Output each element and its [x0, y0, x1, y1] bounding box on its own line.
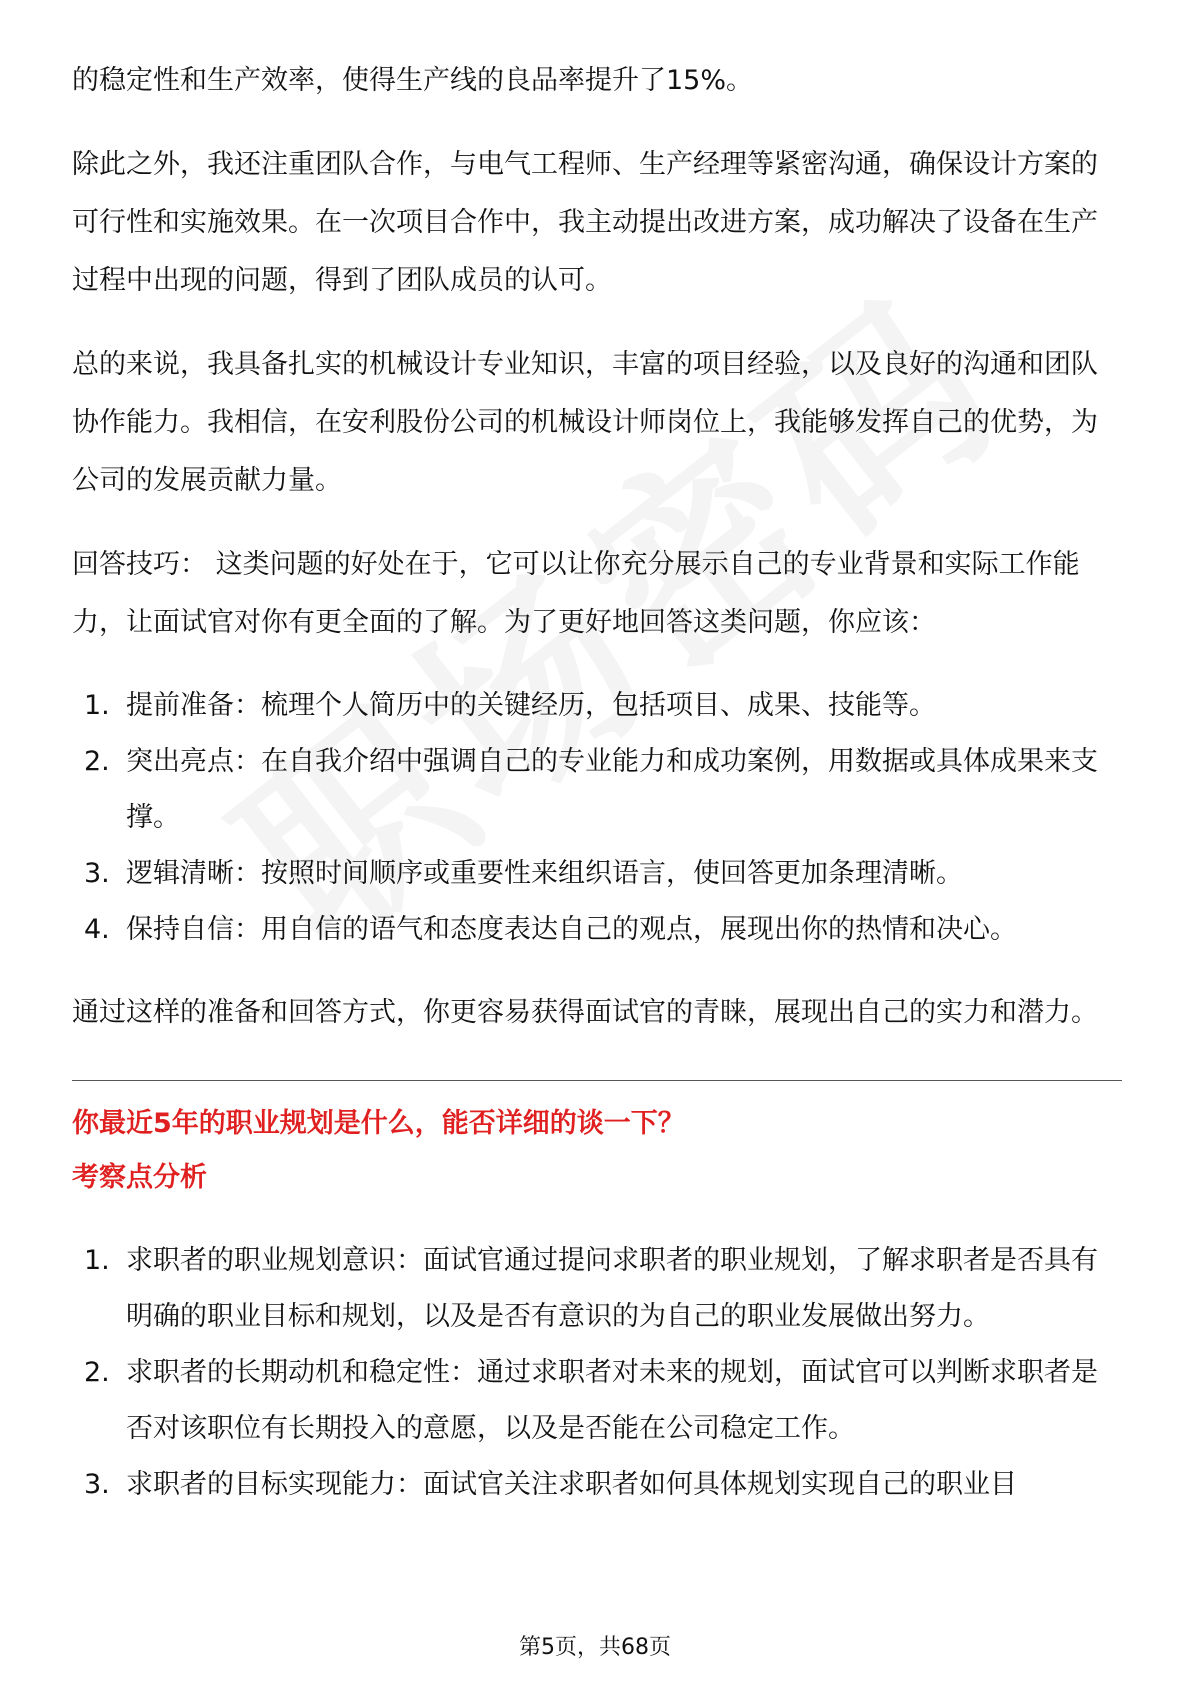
list-number: 1.	[84, 690, 110, 721]
page-content	[72, 52, 1122, 1539]
tips-list	[72, 678, 1122, 958]
list-item	[72, 1345, 1122, 1457]
section-divider	[72, 1080, 1122, 1081]
analysis-heading: 考察点分析	[72, 1162, 207, 1193]
list-item-text: 求职者的职业规划意识：面试官通过提问求职者的职业规划，了解求职者是否具有明确的职业目标和规划，以及是否有意识的为自己的职业发展做出努力。	[126, 1245, 1098, 1332]
question-title: 你最近5年的职业规划是什么，能否详细的谈一下？	[72, 1108, 685, 1139]
list-item	[72, 902, 1122, 958]
list-item-text: 提前准备：梳理个人简历中的关键经历，包括项目、成果、技能等。	[126, 690, 936, 721]
page-number: 第5页，共68页	[519, 1635, 671, 1660]
list-number: 2.	[84, 1357, 110, 1388]
list-item-text: 保持自信：用自信的语气和态度表达自己的观点，展现出你的热情和决心。	[126, 914, 1017, 945]
list-item	[72, 1457, 1122, 1513]
answer-tips-intro: 回答技巧： 这类问题的好处在于，它可以让你充分展示自己的专业背景和实际工作能力，让面试官对你有更全面的了解。为了更好地回答这类问题，你应该：	[72, 549, 1080, 638]
list-item-text: 求职者的长期动机和稳定性：通过求职者对未来的规划，面试官可以判断求职者是否对该职位有长期投入的意愿，以及是否能在公司稳定工作。	[126, 1357, 1098, 1444]
list-item	[72, 678, 1122, 734]
list-number: 2.	[84, 746, 110, 777]
list-item	[72, 734, 1122, 846]
list-number: 4.	[84, 914, 110, 945]
list-item-text: 逻辑清晰：按照时间顺序或重要性来组织语言，使回答更加条理清晰。	[126, 858, 963, 889]
list-item-text: 求职者的目标实现能力：面试官关注求职者如何具体规划实现自己的职业目	[126, 1469, 1017, 1500]
paragraph: 总的来说，我具备扎实的机械设计专业知识，丰富的项目经验，以及良好的沟通和团队协作能力。我相信，在安利股份公司的机械设计师岗位上，我能够发挥自己的优势，为公司的发展贡献力量。	[72, 349, 1098, 496]
list-number: 3.	[84, 858, 110, 889]
list-item	[72, 1233, 1122, 1345]
paragraph: 的稳定性和生产效率，使得生产线的良品率提升了15%。	[72, 65, 754, 96]
analysis-list	[72, 1233, 1122, 1513]
list-number: 3.	[84, 1469, 110, 1500]
list-item	[72, 846, 1122, 902]
list-number: 1.	[84, 1245, 110, 1276]
list-item-text: 突出亮点：在自我介绍中强调自己的专业能力和成功案例，用数据或具体成果来支撑。	[126, 746, 1098, 833]
paragraph: 除此之外，我还注重团队合作，与电气工程师、生产经理等紧密沟通，确保设计方案的可行性和实施效果。在一次项目合作中，我主动提出改进方案，成功解决了设备在生产过程中出现的问题，得到了团队成员的认可。	[72, 149, 1098, 296]
conclusion-paragraph: 通过这样的准备和回答方式，你更容易获得面试官的青睐，展现出自己的实力和潜力。	[72, 997, 1098, 1028]
